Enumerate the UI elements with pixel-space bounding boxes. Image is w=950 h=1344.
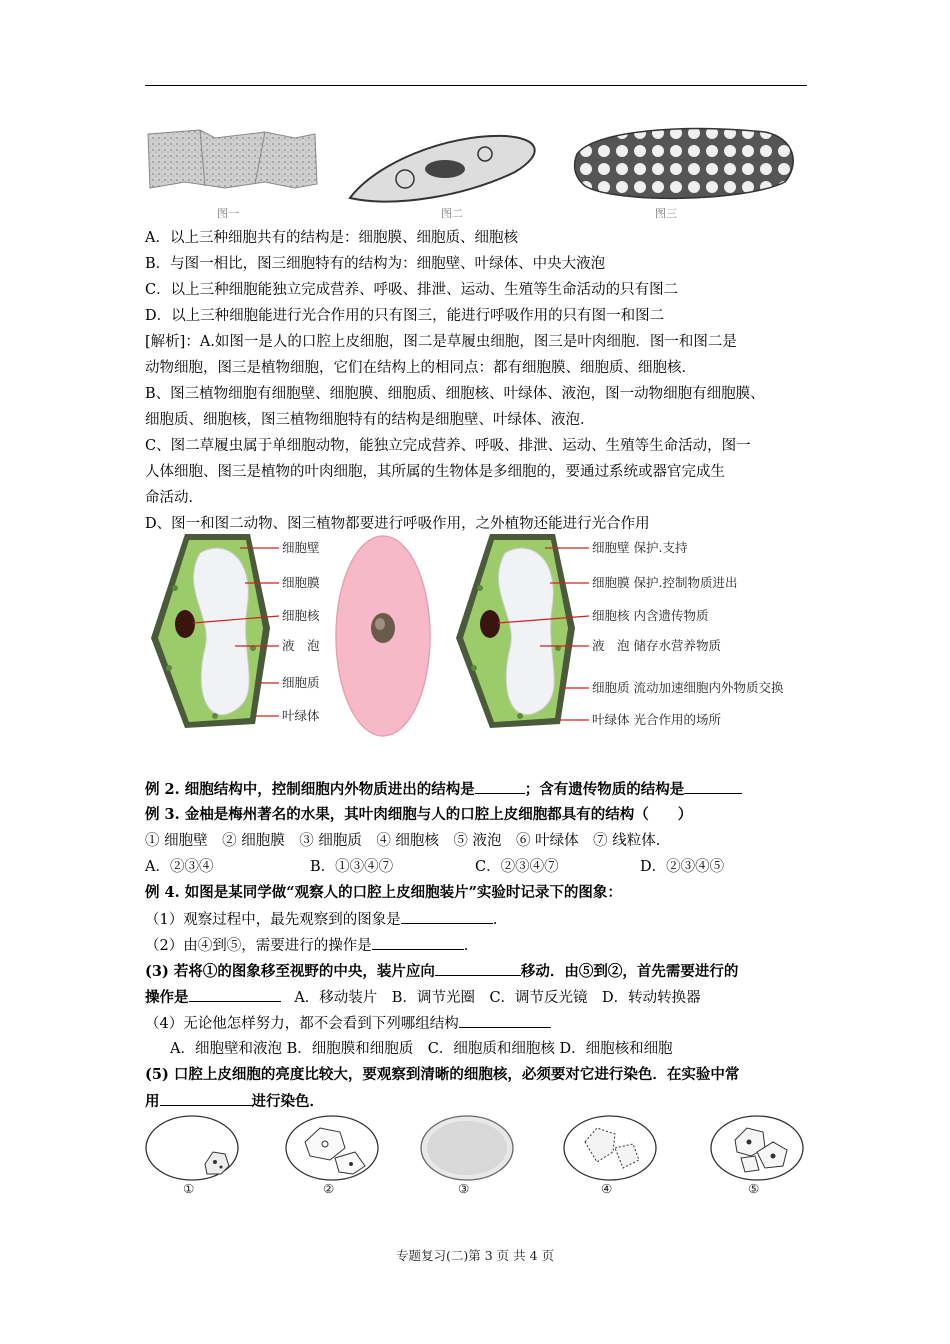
q1-option-b: B．与图一相比，图三细胞特有的结构为：细胞壁、叶绿体、中央大液泡 xyxy=(145,256,606,272)
figure-3-caption: 图三 xyxy=(655,207,677,220)
figure-1-caption: 图一 xyxy=(217,207,239,220)
analysis-line-7: 命活动． xyxy=(145,490,203,506)
right-label-vacuole: 液 泡 储存水营养物质 xyxy=(592,638,721,653)
example-4-q5: (5) 口腔上皮细胞的亮度比较大，要观察到清晰的细胞核，必须要对它进行染色．在实验中常 xyxy=(145,1066,740,1083)
example-4-q2-text: （2）由④到⑤，需要进行的操作是 xyxy=(145,938,372,954)
example-4-q3-text-a: (3) 若将①的图象移至视野的中央，装片应向 xyxy=(145,963,435,980)
example-4-q3-text-c: 操作是 xyxy=(145,989,189,1006)
analysis-line-3: B、图三植物细胞有细胞壁、细胞膜、细胞质、细胞核、叶绿体、液泡，图一动物细胞有细胞膜、 xyxy=(145,386,765,402)
example-3-stem: 例 3. 金柚是梅州著名的水果，其叶肉细胞与人的口腔上皮细胞都具有的结构（ ） xyxy=(145,806,693,823)
figure-2-paramecium xyxy=(350,136,535,220)
example-4-q1-text: （1）观察过程中，最先观察到的图象是 xyxy=(145,912,401,928)
q1-option-d: D．以上三种细胞能进行光合作用的只有图三，能进行呼吸作用的只有图一和图二 xyxy=(145,308,665,324)
analysis-line-2: 动物细胞，图三是植物细胞，它们在结构上的相同点：都有细胞膜、细胞质、细胞核． xyxy=(145,360,696,376)
example-4-q5-text-b: 用 xyxy=(145,1093,160,1110)
right-label-cell-wall: 细胞壁 保护.支持 xyxy=(592,540,688,555)
example-3-option-b: B．①③④⑦ xyxy=(310,859,394,875)
example-3-options xyxy=(145,857,810,877)
microscope-views xyxy=(145,1112,810,1198)
analysis-line-5: C、图二草履虫属于单细胞动物，能独立完成营养、呼吸、排泄、运动、生殖等生命活动，图一 xyxy=(145,438,751,454)
example-4-q1-blank[interactable] xyxy=(401,909,493,924)
example-2-part-a: 例 2. 细胞结构中，控制细胞内外物质进出的结构是 xyxy=(145,781,475,798)
example-4-q4-blank[interactable] xyxy=(459,1013,551,1028)
example-2-part-b: ；含有遗传物质的结构是 xyxy=(524,781,685,798)
example-4-q5-blank[interactable] xyxy=(160,1091,252,1106)
animal-cell-middle xyxy=(336,536,430,736)
right-label-nucleus: 细胞核 内含遗传物质 xyxy=(592,608,709,623)
example-4-q3-options: A．移动装片 B．调节光圈 C．调节反光镜 D．转动转换器 xyxy=(294,990,701,1006)
example-2-blank-2[interactable] xyxy=(684,779,742,794)
view-5-label: ⑤ xyxy=(748,1181,760,1196)
example-4-q1 xyxy=(145,909,810,930)
plant-cell-right xyxy=(456,534,575,728)
view-3 xyxy=(421,1116,513,1196)
example-4-q1-dot: . xyxy=(492,912,498,928)
view-2-label: ② xyxy=(323,1181,335,1196)
micrograph-figures xyxy=(145,124,805,224)
example-4-q3-blank-1[interactable] xyxy=(435,961,521,976)
example-4-q2-dot: . xyxy=(463,938,469,954)
example-4-q3 xyxy=(145,961,810,982)
example-4-q5-line-2 xyxy=(145,1091,810,1112)
view-1 xyxy=(146,1116,238,1196)
example-4-q4 xyxy=(145,1013,810,1034)
example-4-q4-text: （4）无论他怎样努力，都不会看到下列哪组结构 xyxy=(145,1016,459,1032)
figure-2-caption: 图二 xyxy=(441,207,463,220)
view-5 xyxy=(711,1116,803,1196)
example-4-q2-blank[interactable] xyxy=(372,935,464,950)
example-3-option-a: A．②③④ xyxy=(145,859,214,875)
right-label-chloroplast: 叶绿体 光合作用的场所 xyxy=(592,712,721,727)
example-4-stem: 例 4. 如图是某同学做“观察人的口腔上皮细胞装片”实验时记录下的图象： xyxy=(145,884,622,901)
analysis-line-8: D、图一和图二动物、图三植物都要进行呼吸作用，之外植物还能进行光合作用 xyxy=(145,516,650,532)
q1-option-a: A．以上三种细胞共有的结构是：细胞膜、细胞质、细胞核 xyxy=(145,230,518,246)
analysis-line-4: 细胞质、细胞核，图三植物细胞特有的结构是细胞壁、叶绿体、液泡． xyxy=(145,412,595,428)
example-3-option-d: D．②③④⑤ xyxy=(640,859,725,875)
example-4-q3-blank-2[interactable] xyxy=(189,987,281,1002)
plant-cell-left xyxy=(151,534,270,728)
example-2-blank-1[interactable] xyxy=(475,779,525,794)
left-label-cytoplasm: 细胞质 xyxy=(282,675,320,690)
q1-option-c: C．以上三种细胞能独立完成营养、呼吸、排泄、运动、生殖等生命活动的只有图二 xyxy=(145,282,679,298)
analysis-line-6: 人体细胞、图三是植物的叶肉细胞，其所属的生物体是多细胞的，要通过系统或器官完成生 xyxy=(145,464,725,480)
left-label-cell-membrane: 细胞膜 xyxy=(282,575,320,590)
right-label-cell-membrane: 细胞膜 保护.控制物质进出 xyxy=(592,575,738,590)
figure-3-leaf-cells xyxy=(575,129,794,220)
example-4-q3-line-2 xyxy=(145,987,810,1008)
example-4-q4-options: A．细胞壁和液泡 B．细胞膜和细胞质 C．细胞质和细胞核 D．细胞核和细胞 xyxy=(170,1041,673,1057)
view-4-label: ④ xyxy=(601,1181,613,1196)
view-4 xyxy=(564,1116,656,1196)
left-label-vacuole: 液 泡 xyxy=(282,638,320,653)
left-label-chloroplast: 叶绿体 xyxy=(282,708,320,723)
view-2 xyxy=(286,1116,378,1196)
figure-1-cheek-cells xyxy=(148,130,317,220)
example-3-option-c: C．②③④⑦ xyxy=(475,859,559,875)
example-2 xyxy=(145,779,810,800)
view-3-label: ③ xyxy=(458,1181,470,1196)
header-rule xyxy=(145,85,807,86)
view-1-label: ① xyxy=(183,1181,195,1196)
left-label-nucleus: 细胞核 xyxy=(282,608,320,623)
right-label-cytoplasm: 细胞质 流动加速细胞内外物质交换 xyxy=(592,680,784,695)
example-4-q3-text-b: 移动．由⑤到②，首先需要进行的 xyxy=(520,963,739,980)
example-3-items: ① 细胞壁 ② 细胞膜 ③ 细胞质 ④ 细胞核 ⑤ 液泡 ⑥ 叶绿体 ⑦ 线粒体． xyxy=(145,833,671,849)
analysis-line-1: [解析]：A.如图一是人的口腔上皮细胞，图二是草履虫细胞，图三是叶肉细胞．图一和图二是 xyxy=(145,334,737,350)
example-4-q2 xyxy=(145,935,810,956)
left-label-cell-wall: 细胞壁 xyxy=(282,540,320,555)
example-4-q5-text-c: 进行染色． xyxy=(251,1093,324,1110)
cell-diagram xyxy=(145,528,805,756)
page-footer: 专题复习(二)第 3 页 共 4 页 xyxy=(395,1248,555,1263)
